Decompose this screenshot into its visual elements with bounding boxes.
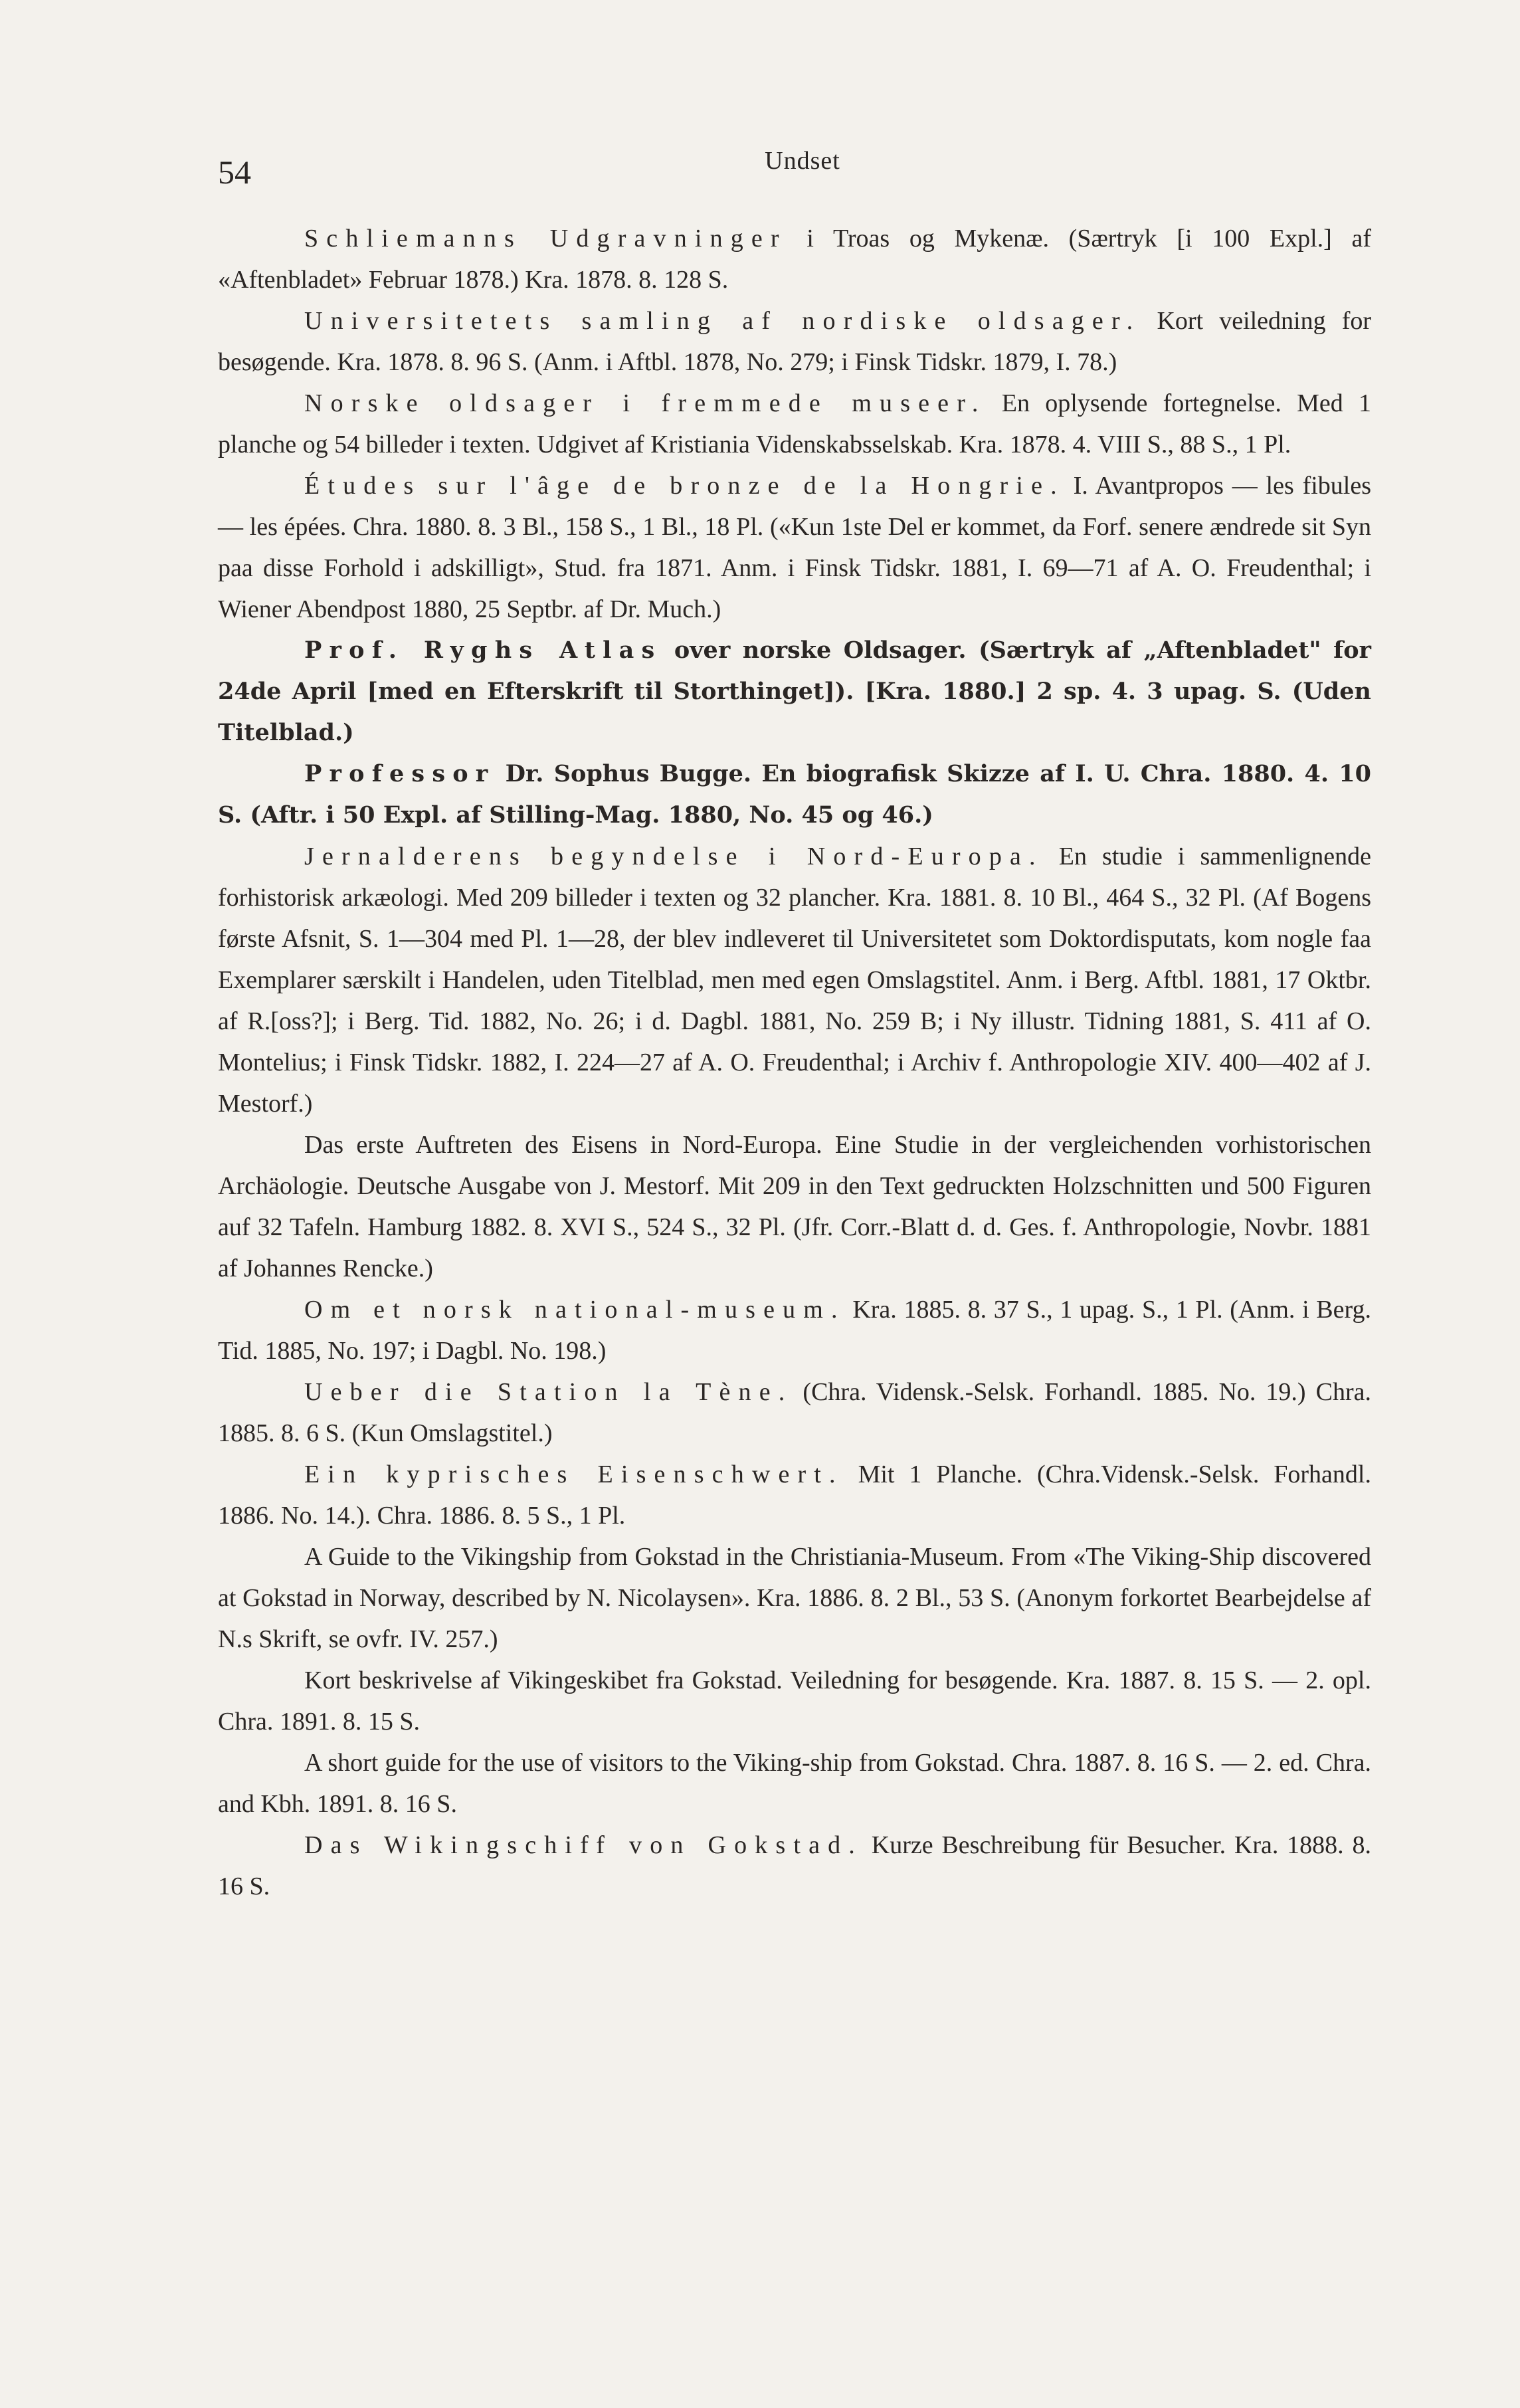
entry-title: Professor xyxy=(304,760,496,787)
bibliography-entry-fraktur xyxy=(218,753,1371,836)
entry-details: I. Avantpropos — les fibules — les épées. Chra. 1880. 8. 3 Bl., 158 S., 1 Bl., 18 Pl. («Kun 1ste Del er kommet, da Forf. senere ændrede sit Syn paa disse Forhold i adskilligt», Stud. fra 1871. Anm. i Finsk Tidskr. 1881, I. 69—71 af A. O. Freudenthal; i Wiener Abendpost 1880, 25 Septbr. af Dr. Much.) xyxy=(218,472,1371,623)
entry-details: En studie i sammenlignende forhistorisk arkæologi. Med 209 billeder i texten og 32 plancher. Kra. 1881. 8. 10 Bl., 464 S., 32 Pl. (Af Bogens første Afsnit, S. 1—304 med Pl. 1—28, der blev indleveret til Universitetet som Doktordisputats, kom nogle faa Exemplarer særskilt i Handelen, uden Titelblad, men med egen Omslagstitel. Anm. i Berg. Aftbl. 1881, 17 Oktbr. af R.[oss?]; i Berg. Tid. 1882, No. 26; i d. Dagbl. 1881, No. 259 B; i Ny illustr. Tidning 1881, S. 411 af O. Montelius; i Finsk Tidskr. 1882, I. 224—27 af A. O. Freudenthal; i Archiv f. Anthropologie XIV. 400—402 af J. Mestorf.) xyxy=(218,843,1371,1118)
page-number: 54 xyxy=(218,153,251,191)
entry-details: Kort veiledning for besøgende. Kra. 1878. 8. 96 S. (Anm. i Aftbl. 1878, No. 279; i Finsk Tidskr. 1879, I. 78.) xyxy=(218,307,1371,376)
entry-details: i Troas og Mykenæ. (Særtryk [i 100 Expl.] af «Aftenbladet» Februar 1878.) Kra. 1878. 8. 128 S. xyxy=(218,225,1371,294)
entry-details: Kort beskrivelse af Vikingeskibet fra Gokstad. Veiledning for besøgende. Kra. 1887. 8. 15 S. — 2. opl. Chra. 1891. 8. 15 S. xyxy=(218,1666,1371,1736)
entry-title: Études sur l'âge de bronze de la Hongrie. xyxy=(304,472,1065,500)
entry-title: Norske oldsager i fremmede museer. xyxy=(304,389,987,417)
bibliography-entry xyxy=(218,1660,1371,1742)
bibliography-entry xyxy=(218,1454,1371,1536)
bibliography-entry xyxy=(218,300,1371,383)
bibliography-list xyxy=(218,218,1371,1907)
entry-title: Das Wikingschiff von Gokstad. xyxy=(304,1831,863,1859)
bibliography-entry-fraktur xyxy=(218,630,1371,753)
bibliography-entry xyxy=(218,383,1371,465)
bibliography-entry xyxy=(218,1536,1371,1660)
bibliography-entry xyxy=(218,836,1371,1124)
bibliography-entry xyxy=(218,1371,1371,1454)
entry-title: Ueber die Station la Tène. xyxy=(304,1378,793,1406)
bibliography-entry xyxy=(218,1742,1371,1825)
entry-details: Mit 1 Planche. (Chra.Vidensk.-Selsk. Forhandl. 1886. No. 14.). Chra. 1886. 8. 5 S., 1 Pl. xyxy=(218,1460,1371,1530)
entry-details: En oplysende fortegnelse. Med 1 planche og 54 billeder i texten. Udgivet af Kristiania Videnskabsselskab. Kra. 1878. 4. VIII S., 88 S., 1 Pl. xyxy=(218,389,1371,458)
entry-details: Kra. 1885. 8. 37 S., 1 upag. S., 1 Pl. (Anm. i Berg. Tid. 1885, No. 197; i Dagbl. No. 198.) xyxy=(218,1296,1371,1365)
entry-title: Prof. Ryghs Atlas xyxy=(304,637,662,664)
entry-details: Dr. Sophus Bugge. En biografisk Skizze af I. U. Chra. 1880. 4. 10 S. (Aftr. i 50 Expl. af Stilling-Mag. 1880, No. 45 og 46.) xyxy=(218,760,1371,829)
entry-title: Om et norsk national-museum. xyxy=(304,1296,846,1324)
bibliography-entry xyxy=(218,1124,1371,1289)
bibliography-entry xyxy=(218,465,1371,630)
running-head: Undset xyxy=(765,147,840,175)
entry-details: A Guide to the Vikingship from Gokstad in the Christiania-Museum. From «The Viking-Ship discovered at Gokstad in Norway, described by N. Nicolaysen». Kra. 1886. 8. 2 Bl., 53 S. (Anonym forkortet Bearbejdelse af N.s Skrift, se ovfr. IV. 257.) xyxy=(218,1543,1371,1653)
entry-details: A short guide for the use of visitors to the Viking-ship from Gokstad. Chra. 1887. 8. 16 S. — 2. ed. Chra. and Kbh. 1891. 8. 16 S. xyxy=(218,1749,1371,1818)
bibliography-entry xyxy=(218,1825,1371,1907)
entry-title: Schliemanns Udgravninger xyxy=(304,225,787,252)
entry-details: Kurze Beschreibung für Besucher. Kra. 1888. 8. 16 S. xyxy=(218,1831,1371,1900)
bibliography-entry xyxy=(218,1289,1371,1371)
bibliography-entry xyxy=(218,218,1371,300)
entry-title: Ein kyprisches Eisenschwert. xyxy=(304,1460,844,1488)
entry-details: (Chra. Vidensk.-Selsk. Forhandl. 1885. No. 19.) Chra. 1885. 8. 6 S. (Kun Omslagstitel.) xyxy=(218,1378,1371,1447)
page-header xyxy=(218,140,1387,193)
entry-title: Universitetets samling af nordiske oldsager. xyxy=(304,307,1141,335)
entry-details: over norske Oldsager. (Særtryk af „Aftenbladet" for 24de April [med en Efterskrift til Storthinget]). [Kra. 1880.] 2 sp. 4. 3 upag. S. (Uden Titelblad.) xyxy=(218,637,1371,746)
entry-title: Jernalderens begyndelse i Nord-Europa. xyxy=(304,843,1044,870)
entry-details: Das erste Auftreten des Eisens in Nord-Europa. Eine Studie in der vergleichenden vorhistorischen Archäologie. Deutsche Ausgabe von J. Mestorf. Mit 209 in den Text gedruckten Holzschnitten und 500 Figuren auf 32 Tafeln. Hamburg 1882. 8. XVI S., 524 S., 32 Pl. (Jfr. Corr.-Blatt d. d. Ges. f. Anthropologie, Novbr. 1881 af Johannes Rencke.) xyxy=(218,1131,1371,1282)
